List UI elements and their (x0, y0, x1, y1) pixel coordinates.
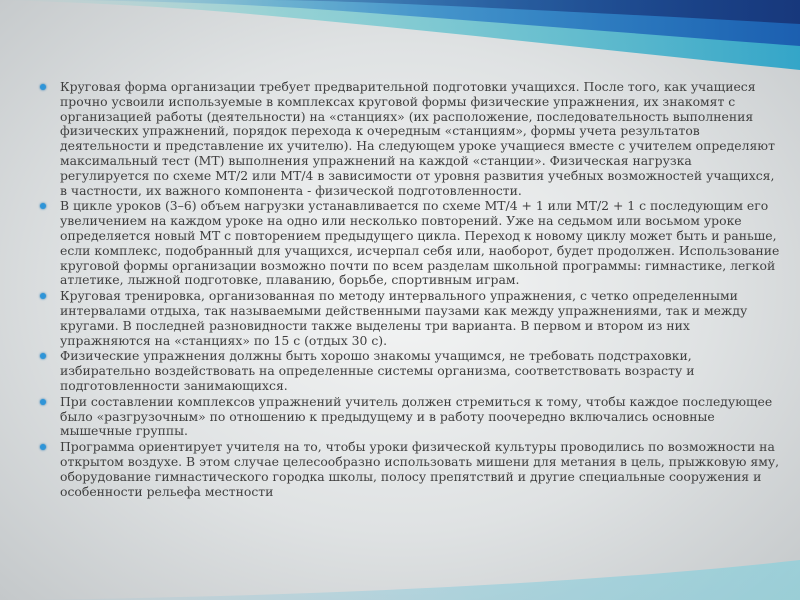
paragraph-text: Круговая тренировка, организованная по методу интервального упражнения, с четко определенными интервалами отдыха, так называемыми действенными паузами как между упражнениями, так и между кругами. В последней разновидности также выделены три варианта. В первом и втором из них упражняются на «станциях» по 15 с (отдых 30 с). (60, 288, 748, 348)
list-item (36, 199, 781, 288)
list-item (36, 440, 781, 499)
paragraph-text: Физические упражнения должны быть хорошо знакомы учащимся, не требовать подстраховки, избирательно воздействовать на определенные системы организма, соответствовать возрасту и подготовленности занимающихся. (60, 348, 695, 393)
paragraph-text: Круговая форма организации требует предварительной подготовки учащихся. После того, как учащиеся прочно усвоили используемые в комплексах круговой формы физические упражнения, их знакомят с организацией работы (деятельности) на «станциях» (их расположение, последовательность выполнения физических упражнений, порядок перехода к очередным «станциям», формы учета результатов деятельности и представление их учителю). На следующем уроке учащиеся вместе с учителем определяют максимальный тест (МТ) выполнения упражнений на каждой «станции». Физическая нагрузка регулируется по схеме МТ/2 или МТ/4 в зависимости от уровня развития учебных возможностей учащихся, в частности, их важного компонента - физической подготовленности. (60, 79, 775, 198)
bullet-dot-icon (40, 353, 46, 359)
bullet-dot-icon (40, 84, 46, 90)
bullet-dot-icon (40, 444, 46, 450)
list-item (36, 80, 781, 198)
list-item (36, 349, 781, 393)
bullet-dot-icon (40, 203, 46, 209)
paragraph-text: В цикле уроков (3–6) объем нагрузки устанавливается по схеме МТ/4 + 1 или МТ/2 + 1 с последующим его увеличением на каждом уроке на одно или несколько повторений. Уже на седьмом или восьмом уроке определяется новый МТ с повторением предыдущего цикла. Переход к новому циклу может быть и раньше, если комплекс, подобранный для учащихся, исчерпал себя или, наоборот, будет продолжен. Использование круговой формы организации возможно почти по всем разделам школьной программы: гимнастике, легкой атлетике, лыжной подготовке, плаванию, борьбе, спортивным играм. (60, 198, 780, 288)
bullet-dot-icon (40, 293, 46, 299)
bullet-dot-icon (40, 399, 46, 405)
list-item (36, 395, 781, 439)
paragraph-text: Программа ориентирует учителя на то, чтобы уроки физической культуры проводились по возможности на открытом воздухе. В этом случае целесообразно использовать мишени для метания в цель, прыжковую яму, оборудование гимнастического городка школы, полосу препятствий и другие специальные сооружения и особенности рельефа местности (60, 439, 780, 499)
content-area (36, 80, 781, 500)
list-item (36, 289, 781, 348)
paragraph-text: При составлении комплексов упражнений учитель должен стремиться к тому, чтобы каждое последующее было «разгрузочным» по отношению к предыдущему и в работу поочередно включались основные мышечные группы. (60, 393, 773, 439)
bullet-list (36, 80, 781, 499)
